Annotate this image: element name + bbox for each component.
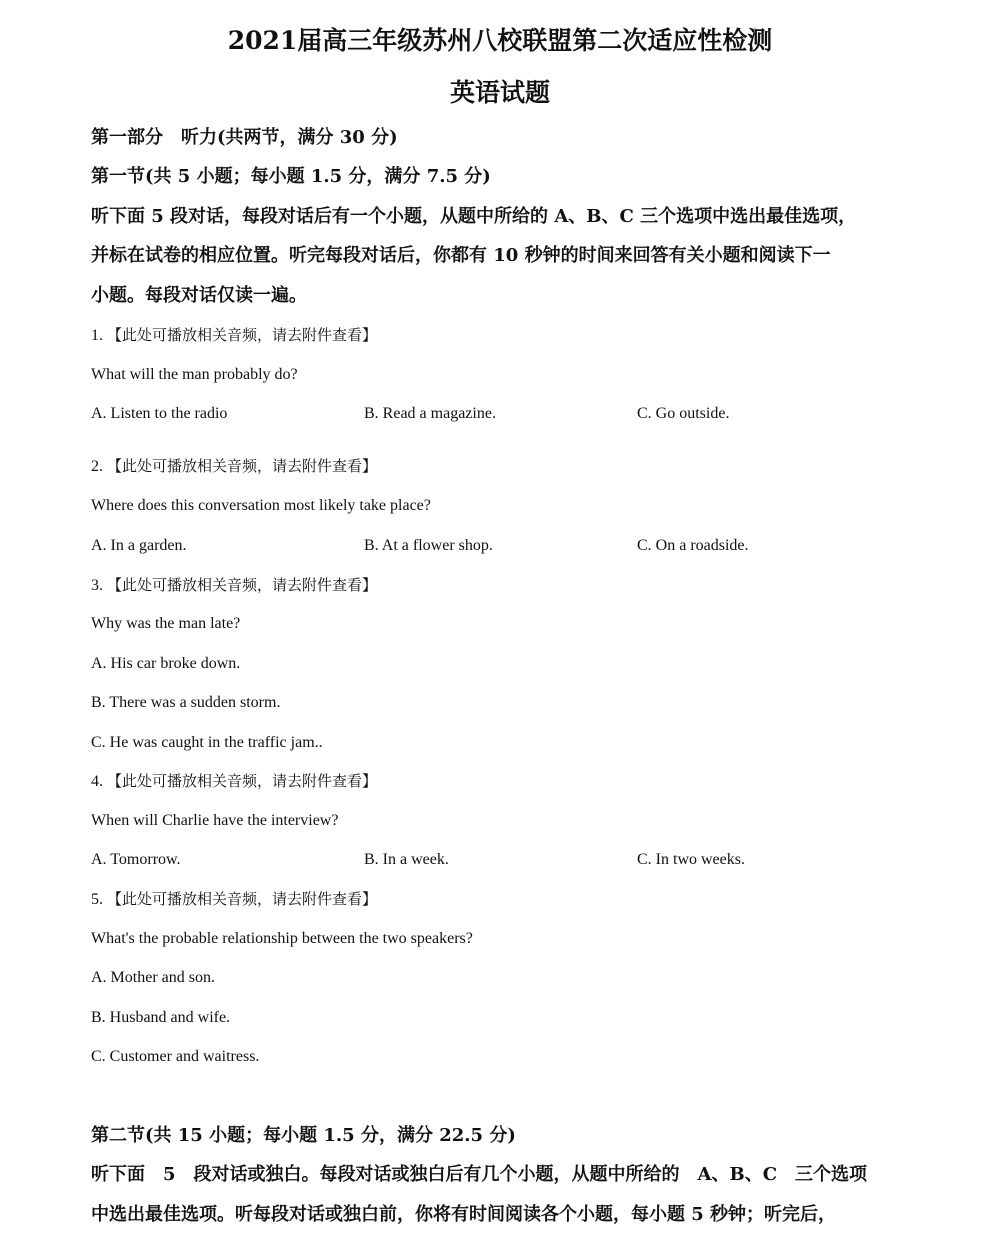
question-4-option-a: A. Tomorrow.	[91, 851, 181, 868]
question-4-option-c: C. In two weeks.	[637, 851, 745, 868]
question-number: 1.	[91, 327, 103, 344]
audio-note: 【此处可播放相关音频，请去附件查看】	[107, 326, 378, 344]
part1-heading: 第一部分 听力(共两节，满分 30 分)	[91, 127, 398, 148]
audio-note: 【此处可播放相关音频，请去附件查看】	[107, 576, 378, 594]
question-number: 2.	[91, 458, 103, 475]
question-1-option-c: C. Go outside.	[637, 405, 730, 422]
section2-instruction-line: 中选出最佳选项。听每段对话或独白前，你将有时间阅读各个小题，每小题 5 秒钟；听完后，	[91, 1204, 837, 1225]
section1-instruction-line: 听下面 5 段对话，每段对话后有一个小题，从题中所给的 A、B、C 三个选项中选出最佳选项，	[91, 206, 857, 227]
exam-subtitle: 英语试题	[449, 78, 550, 107]
question-1-option-b: B. Read a magazine.	[364, 405, 496, 422]
question-3-option-c: C. He was caught in the traffic jam..	[91, 734, 323, 751]
question-5-text: What's the probable relationship between the two speakers?	[91, 930, 473, 947]
question-4-option-b: B. In a week.	[364, 851, 449, 868]
audio-note: 【此处可播放相关音频，请去附件查看】	[107, 890, 378, 908]
audio-note: 【此处可播放相关音频，请去附件查看】	[107, 457, 378, 475]
question-number: 3.	[91, 577, 103, 594]
question-number: 4.	[91, 773, 103, 790]
question-2-option-b: B. At a flower shop.	[364, 537, 493, 554]
question-2-text: Where does this conversation most likely take place?	[91, 497, 431, 514]
question-3-text: Why was the man late?	[91, 615, 241, 632]
question-1-text: What will the man probably do?	[91, 366, 298, 383]
question-4-text: When will Charlie have the interview?	[91, 812, 339, 829]
question-1-option-a: A. Listen to the radio	[91, 405, 228, 422]
question-3-option-a: A. His car broke down.	[91, 655, 241, 672]
question-3-option-b: B. There was a sudden storm.	[91, 694, 281, 711]
question-1-audio	[91, 325, 377, 346]
question-4-audio	[91, 771, 377, 792]
question-2-option-a: A. In a garden.	[91, 537, 187, 554]
question-5-audio	[91, 889, 377, 910]
question-2-option-c: C. On a roadside.	[637, 537, 749, 554]
question-3-audio	[91, 575, 377, 596]
section2-heading: 第二节(共 15 小题；每小题 1.5 分，满分 22.5 分)	[91, 1125, 516, 1146]
section1-heading: 第一节(共 5 小题；每小题 1.5 分，满分 7.5 分)	[91, 166, 491, 187]
question-5-option-c: C. Customer and waitress.	[91, 1048, 260, 1065]
audio-note: 【此处可播放相关音频，请去附件查看】	[107, 772, 378, 790]
section1-instruction-line: 小题。每段对话仅读一遍。	[91, 285, 307, 306]
section2-instruction-line: 听下面 5 段对话或独白。每段对话或独白后有几个小题，从题中所给的 A、B、C 三个选项	[91, 1164, 868, 1185]
question-2-audio	[91, 456, 377, 477]
question-number: 5.	[91, 891, 103, 908]
question-5-option-a: A. Mother and son.	[91, 969, 215, 986]
question-5-option-b: B. Husband and wife.	[91, 1009, 231, 1026]
section1-instruction-line: 并标在试卷的相应位置。听完每段对话后，你都有 10 秒钟的时间来回答有关小题和阅读下一	[91, 245, 831, 266]
exam-title: 2021届高三年级苏州八校联盟第二次适应性检测	[227, 26, 773, 55]
